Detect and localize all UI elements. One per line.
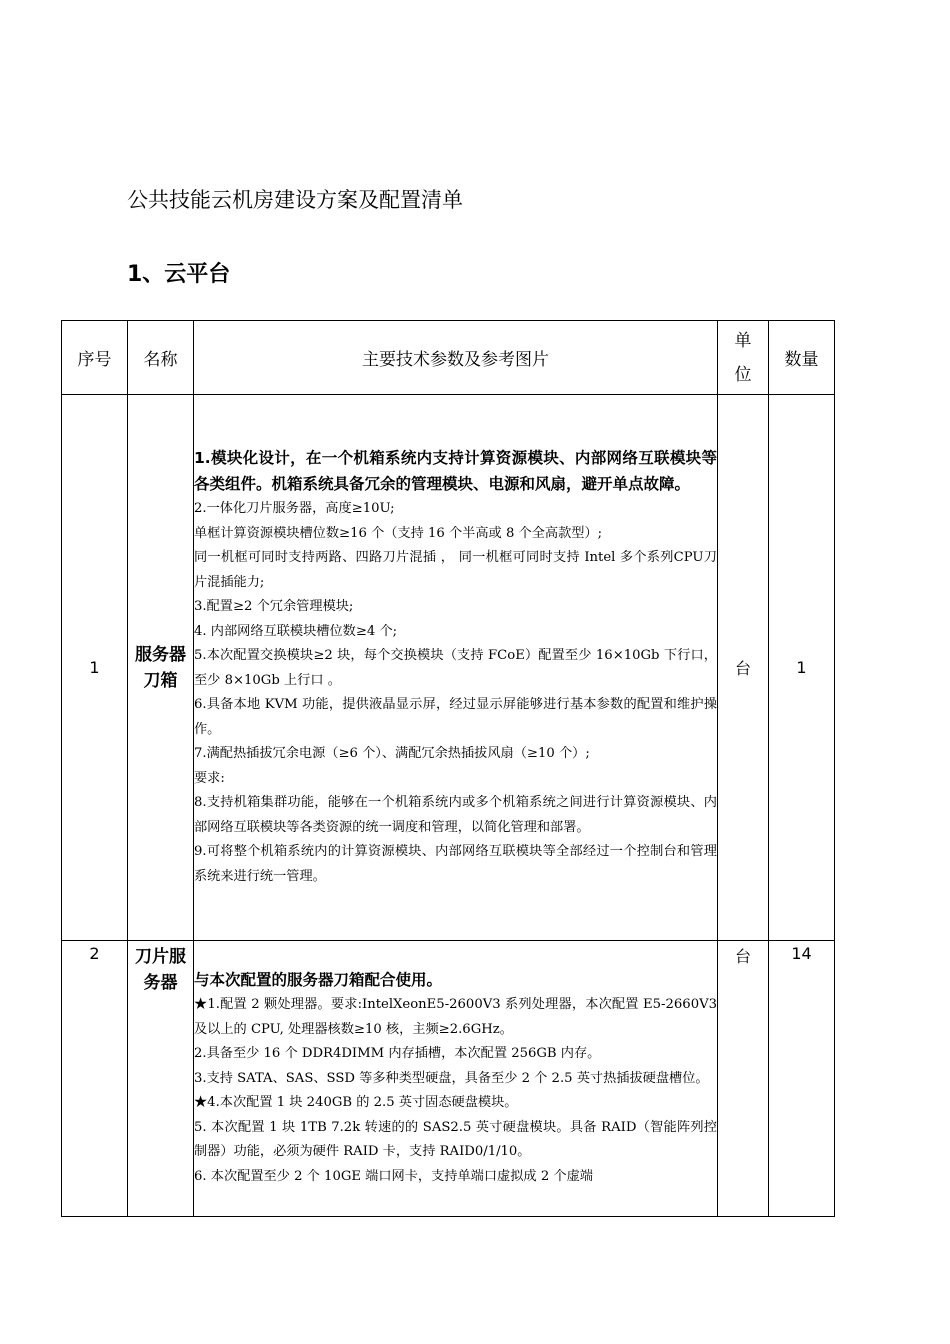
row-params bbox=[194, 395, 718, 941]
row-name bbox=[128, 395, 194, 941]
row-name bbox=[128, 941, 194, 1217]
document-title: 公共技能云机房建设方案及配置清单 bbox=[127, 188, 463, 212]
param-line: 同一机框可同时支持两路、四路刀片混插 ， 同一机框可同时支持 Intel 多个系列CPU刀片混插能力; bbox=[194, 550, 717, 590]
table-row bbox=[62, 395, 835, 941]
param-line: 9.可将整个机箱系统内的计算资源模块、内部网络互联模块等全部经过一个控制台和管理系统来进行统一管理。 bbox=[194, 844, 717, 884]
row-qty: 14 bbox=[769, 941, 835, 1217]
header-unit-line1: 单 bbox=[734, 330, 752, 351]
row-params bbox=[194, 941, 718, 1217]
param-line: 5. 本次配置 1 块 1TB 7.2k 转速的的 SAS2.5 英寸硬盘模块。具备 RAID（智能阵列控制器）功能，必须为硬件 RAID 卡，支持 RAID0/1/10。 bbox=[194, 1119, 717, 1160]
param-line: 2.一体化刀片服务器，高度≥10U; bbox=[194, 501, 395, 516]
spec-table bbox=[61, 320, 835, 1217]
table-header-row bbox=[62, 321, 835, 395]
param-line: 4. 内部网络互联模块槽位数≥4 个; bbox=[194, 623, 398, 639]
param-line: 单框计算资源模块槽位数≥16 个（支持 16 个半高或 8 个全高款型）; bbox=[194, 525, 603, 541]
header-num: 序号 bbox=[62, 321, 128, 395]
param-line: 3.支持 SATA、SAS、SSD 等多种类型硬盘，具备至少 2 个 2.5 英寸热插拔硬盘槽位。 bbox=[194, 1070, 709, 1086]
param-line: 7.满配热插拔冗余电源（≥6 个）、满配冗余热插拔风扇（≥10 个）; bbox=[194, 746, 590, 761]
section-heading: 1、云平台 bbox=[127, 262, 231, 287]
param-line: 6.具备本地 KVM 功能，提供液晶显示屏，经过显示屏能够进行基本参数的配置和维护操作。 bbox=[194, 697, 717, 737]
param-line: ★4.本次配置 1 块 240GB 的 2.5 英寸固态硬盘模块。 bbox=[194, 1095, 518, 1111]
param-line: 3.配置≥2 个冗余管理模块; bbox=[194, 599, 354, 614]
param-line: ★1.配置 2 颗处理器。要求:IntelXeonE5-2600V3 系列处理器，本次配置 E5-2660V3 及以上的 CPU, 处理器核数≥10 核，主频≥2.6GHz。 bbox=[194, 997, 717, 1037]
row-unit: 台 bbox=[718, 395, 769, 941]
row-name-text: 服务器刀箱 bbox=[135, 644, 186, 691]
row-unit: 台 bbox=[718, 941, 769, 1217]
param-line: 要求: bbox=[194, 770, 225, 786]
param-line: 6. 本次配置至少 2 个 10GE 端口网卡，支持单端口虚拟成 2 个虚端 bbox=[194, 1168, 593, 1184]
header-unit-line2: 位 bbox=[734, 364, 752, 385]
row-num: 2 bbox=[62, 941, 128, 1217]
param-line: 2.具备至少 16 个 DDR4DIMM 内存插槽，本次配置 256GB 内存。 bbox=[194, 1046, 601, 1062]
param-lead: 与本次配置的服务器刀箱配合使用。 bbox=[194, 970, 443, 989]
param-lead: 1.模块化设计，在一个机箱系统内支持计算资源模块、内部网络互联模块等各类组件。机箱系统具备冗余的管理模块、电源和风扇，避开单点故障。 bbox=[194, 449, 717, 493]
header-params: 主要技术参数及参考图片 bbox=[194, 321, 718, 395]
header-qty: 数量 bbox=[769, 321, 835, 395]
header-unit bbox=[718, 321, 769, 395]
param-line: 8.支持机箱集群功能，能够在一个机箱系统内或多个机箱系统之间进行计算资源模块、内部网络互联模块等各类资源的统一调度和管理，以简化管理和部署。 bbox=[194, 795, 717, 835]
header-name: 名称 bbox=[128, 321, 194, 395]
table-row bbox=[62, 941, 835, 1217]
row-num: 1 bbox=[62, 395, 128, 941]
param-line: 5.本次配置交换模块≥2 块，每个交换模块（支持 FCoE）配置至少 16×10Gb 下行口，至少 8×10Gb 上行口 。 bbox=[194, 648, 717, 688]
row-qty: 1 bbox=[769, 395, 835, 941]
row-name-text: 刀片服务器 bbox=[135, 947, 186, 993]
